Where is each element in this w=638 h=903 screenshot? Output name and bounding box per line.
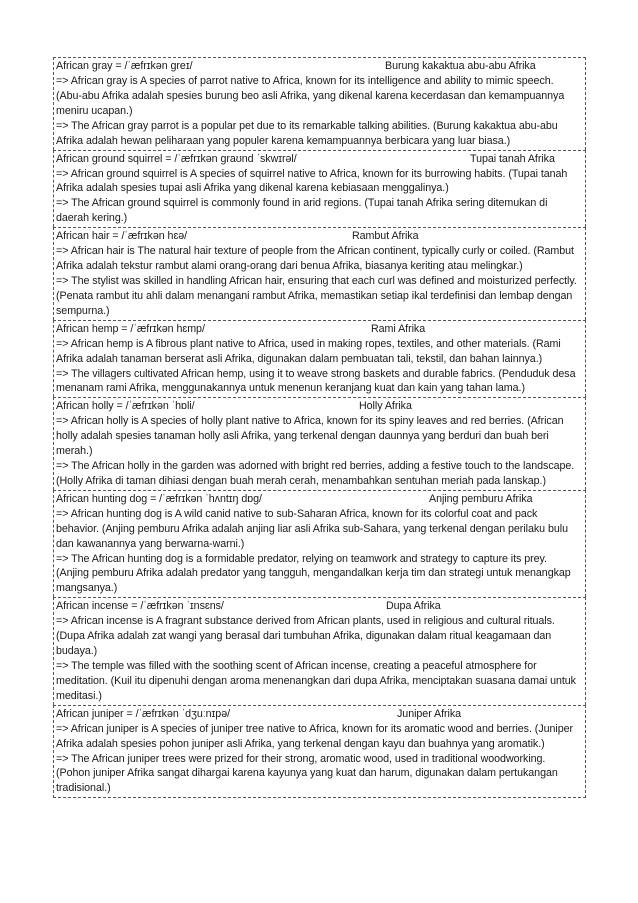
entry-translation: Tupai tanah Afrika <box>470 152 555 165</box>
glossary-document <box>53 57 586 798</box>
entry-example: => The stylist was skilled in handling African hair, ensuring that each curl was defined and moisturized perfectly. (Penata rambut itu ahli dalam menangani rambut Afrika, memastikan setiap ikal terdefinisi dan lembap dengan sempurna.) <box>56 274 577 317</box>
glossary-entry <box>53 597 586 704</box>
entry-translation: Dupa Afrika <box>386 600 441 613</box>
entry-header <box>56 229 582 244</box>
entry-definition: => African hair is The natural hair texture of people from the African continent, typically curly or coiled. (Rambut Afrika adalah tekstur rambut alami orang-orang dari benua Afrika, biasanya keriting atau melingkar.) <box>56 245 574 273</box>
entry-definition: => African ground squirrel is A species of squirrel native to Africa, known for its burrowing habits. (Tupai tanah Afrika adalah spesies tupai asli Afrika yang dikenal karena kebiasaan menggalinya.) <box>56 167 568 195</box>
entry-header <box>56 59 582 74</box>
glossary-entry <box>53 490 586 597</box>
glossary-entry <box>53 57 586 150</box>
entry-example: => The African juniper trees were prized for their strong, aromatic wood, used in traditional woodworking. (Pohon juniper Afrika sangat dihargai karena kayunya yang kuat dan harum, digunakan dalam pertukangan tradisional.) <box>56 752 558 795</box>
entry-definition: => African hemp is A fibrous plant native to Africa, used in making ropes, textiles, and other materials. (Rami Afrika adalah tanaman berserat asli Afrika, digunakan dalam pembuatan tali, tekstil, dan bahan lainnya.) <box>56 337 561 365</box>
entry-term: African hair = /ˈæfrɪkən hɛə/ <box>56 230 188 243</box>
entry-term: African juniper = /ˈæfrɪkən ˈdʒuːnɪpə/ <box>56 707 231 720</box>
glossary-entry <box>53 320 586 398</box>
entry-term: African ground squirrel = /ˈæfrɪkən ɡraʊnd ˈskwɪrəl/ <box>56 152 297 165</box>
entry-term: African gray = /ˈæfrɪkən ɡreɪ/ <box>56 60 193 72</box>
entry-example: => The African hunting dog is a formidable predator, relying on teamwork and strategy to capture its prey. (Anjing pemburu Afrika adalah predator yang tangguh, mengandalkan kerja tim dan strategi untuk menangkap mangsanya.) <box>56 552 571 595</box>
entry-translation: Anjing pemburu Afrika <box>429 492 533 505</box>
entry-header <box>56 492 582 507</box>
entry-translation: Holly Afrika <box>359 400 412 413</box>
entry-header <box>56 152 582 167</box>
entry-definition: => African juniper is A species of juniper tree native to Africa, known for its aromatic wood and berries. (Juniper Afrika adalah spesies pohon juniper asli Afrika, yang terkenal dengan kayu dan buahnya yang aromatik.) <box>56 722 574 750</box>
entry-translation: Rami Afrika <box>371 322 426 335</box>
entry-definition: => African gray is A species of parrot native to Africa, known for its intelligence and ability to mimic speech. (Abu-abu Afrika adalah spesies burung beo asli Afrika, yang dikenal karena kecerdasan dan kemampuannya meniru ucapan.) <box>56 75 565 117</box>
entry-definition: => African hunting dog is A wild canid native to sub-Saharan Africa, known for its colorful coat and pack behavior. (Anjing pemburu Afrika adalah anjing liar asli Afrika sub-Sahara, yang terkenal dengan perilaku bulu dan kawanannya yang berwarna-warni.) <box>56 507 568 550</box>
entry-example: => The African gray parrot is a popular pet due to its remarkable talking abilities. (Burung kakaktua abu-abu Afrika adalah hewan peliharaan yang populer karena kemampuannya berbicara yang luar biasa.) <box>56 119 558 147</box>
entry-term: African hunting dog = /ˈæfrɪkən ˈhʌntɪŋ dɒɡ/ <box>56 492 262 505</box>
glossary-entry <box>53 150 586 228</box>
entry-example: => The African ground squirrel is commonly found in arid regions. (Tupai tanah Afrika sering ditemukan di daerah kering.) <box>56 197 548 225</box>
entry-translation: Juniper Afrika <box>397 707 462 720</box>
entry-example: => The temple was filled with the soothing scent of African incense, creating a peaceful atmosphere for meditation. (Kuil itu dipenuhi dengan aroma menenangkan dari dupa Afrika, menciptakan suasana damai untuk meditasi.) <box>56 660 576 702</box>
entry-header <box>56 707 582 722</box>
entry-term: African incense = /ˈæfrɪkən ˈɪnsɛns/ <box>56 600 224 613</box>
entry-translation: Rambut Afrika <box>352 230 419 243</box>
entry-header <box>56 322 582 337</box>
entry-example: => The villagers cultivated African hemp, using it to weave strong baskets and durable fabrics. (Penduduk desa menanam rami Afrika, menggunakannya untuk menenun keranjang kuat dan kain yang tahan lama.) <box>56 367 576 395</box>
entry-example: => The African holly in the garden was adorned with bright red berries, adding a festive touch to the landscape. (Holly Afrika di taman dihiasi dengan buah merah cerah, menambahkan sentuhan meriah pada lanskap.) <box>56 460 575 487</box>
entry-translation: Burung kakaktua abu-abu Afrika <box>385 60 536 72</box>
entry-term: African holly = /ˈæfrɪkən ˈhɒli/ <box>56 400 195 413</box>
entry-header <box>56 599 582 614</box>
entry-header <box>56 399 582 414</box>
entry-term: African hemp = /ˈæfrɪkən hɛmp/ <box>56 322 205 335</box>
glossary-entry <box>53 227 586 320</box>
glossary-entry <box>53 705 586 799</box>
entry-definition: => African holly is A species of holly plant native to Africa, known for its spiny leaves and red berries. (African holly adalah spesies tanaman holly asli Afrika, yang terkenal dengan daunnya yang berduri dan buah beri merah.) <box>56 415 564 458</box>
entry-definition: => African incense is A fragrant substance derived from African plants, used in religious and cultural rituals. (Dupa Afrika adalah zat wangi yang berasal dari tumbuhan Afrika, digunakan dalam ritual keagamaan dan budaya.) <box>56 615 555 658</box>
glossary-entry <box>53 397 586 490</box>
